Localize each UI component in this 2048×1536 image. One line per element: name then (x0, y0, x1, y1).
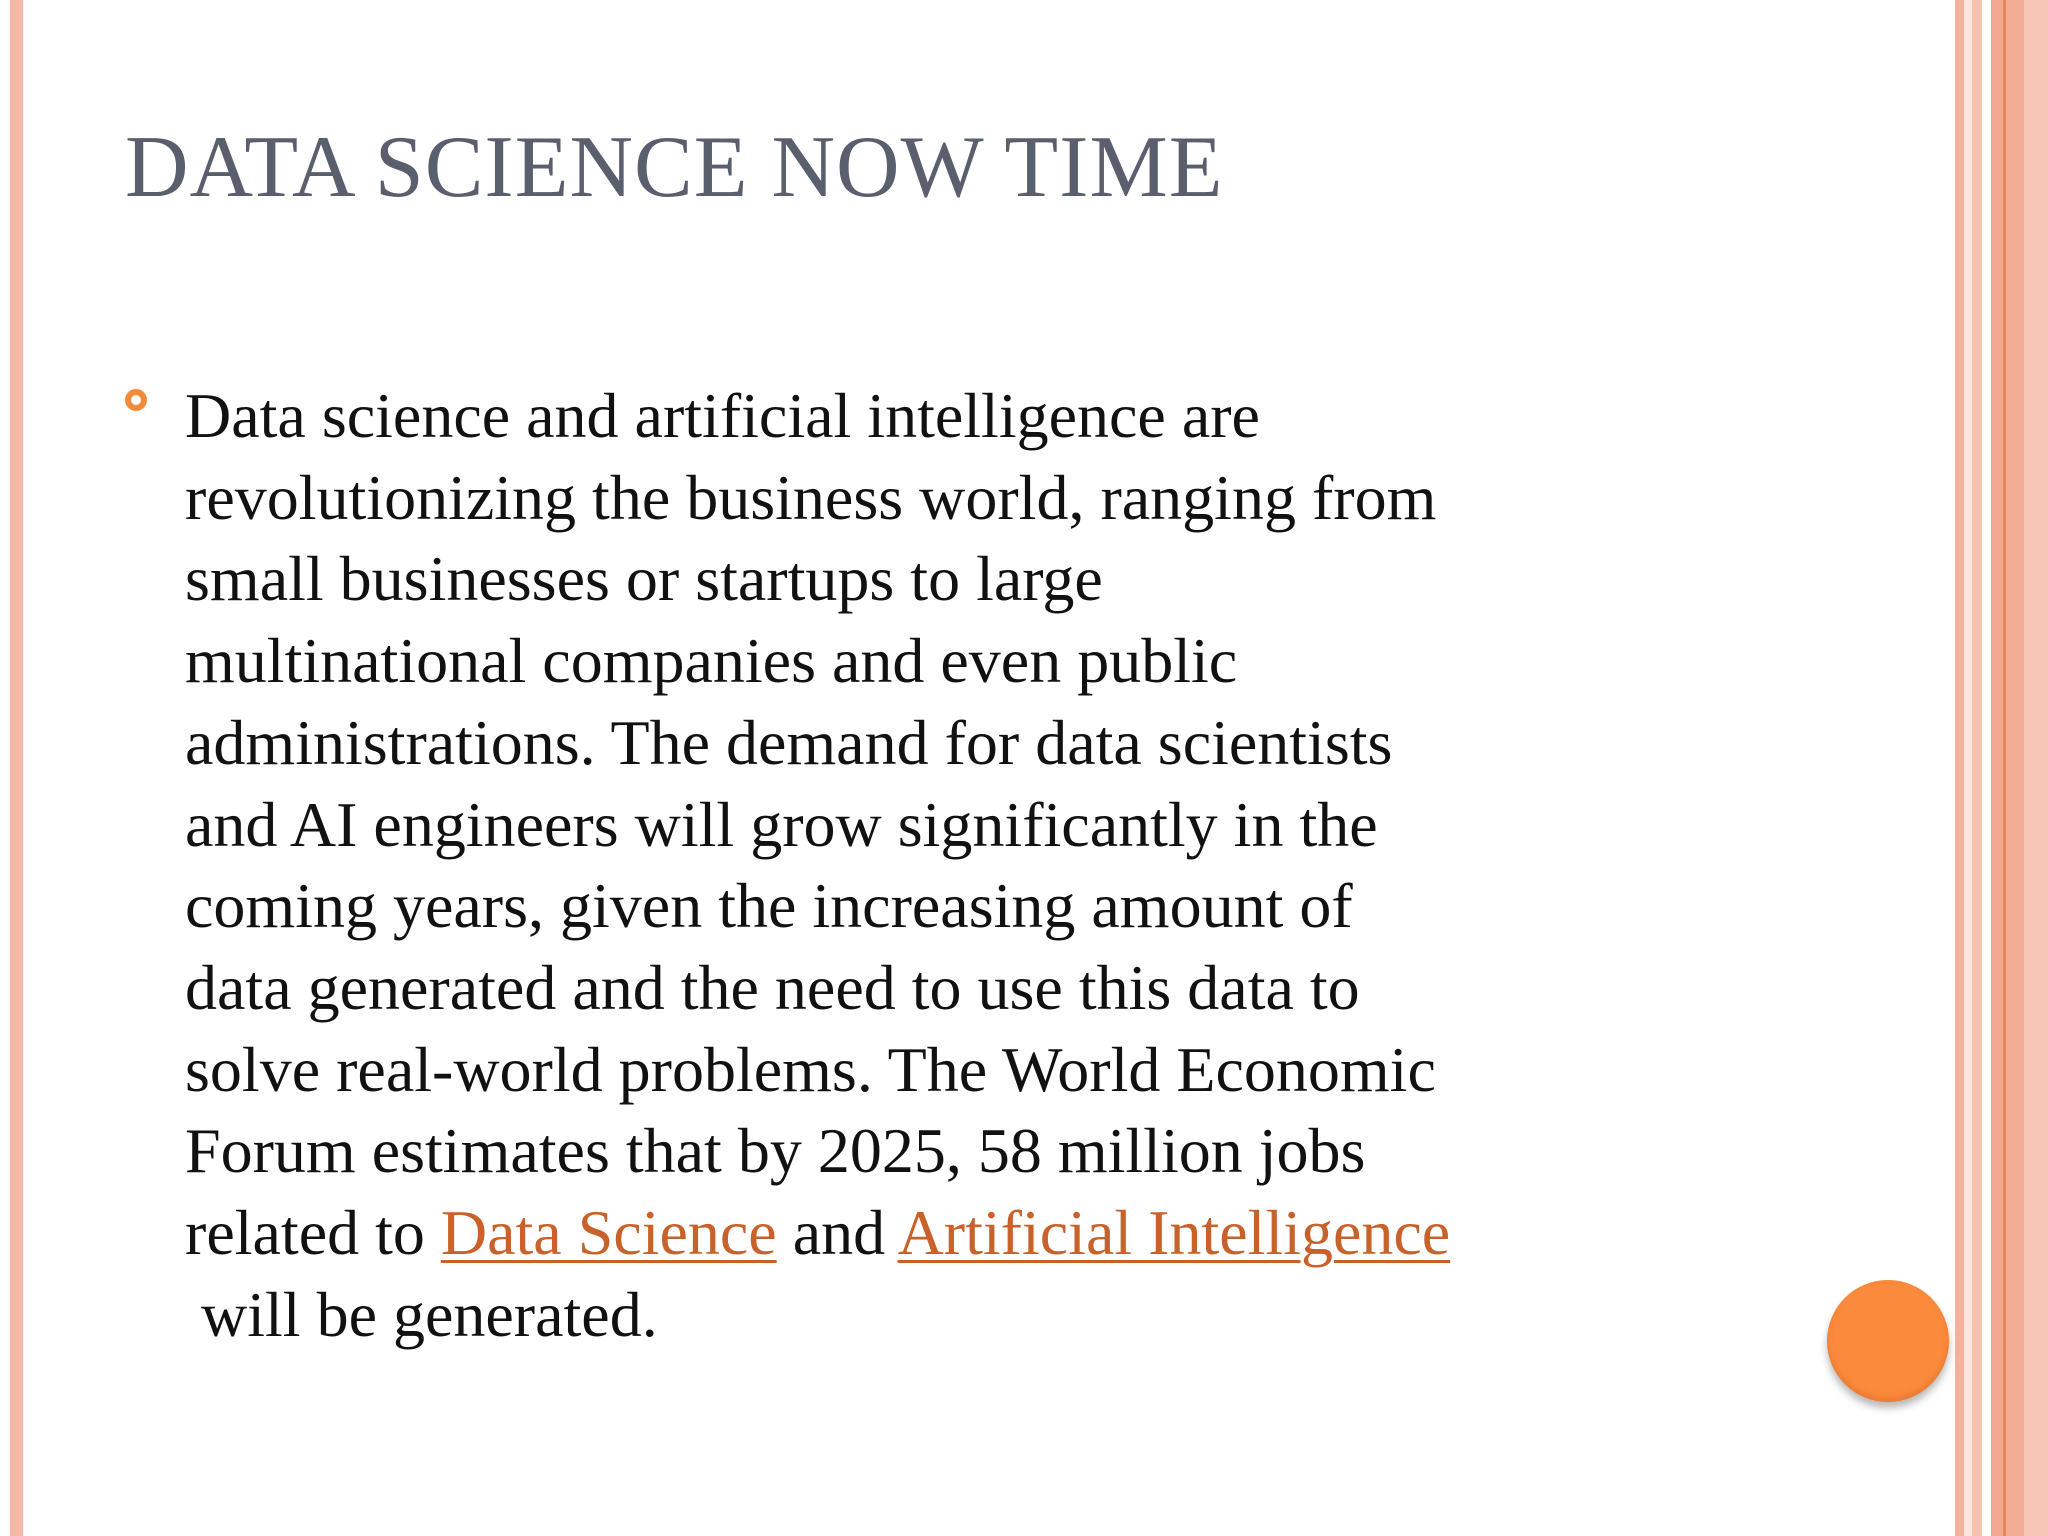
artificial-intelligence-link[interactable]: Artificial Intelligence (897, 1197, 1451, 1269)
right-decorative-band (1982, 0, 1991, 1536)
text-line: data generated and the need to use this data to (185, 951, 1360, 1023)
text-line: Data science and artificial intelligence are (185, 380, 1260, 451)
text-line: related to (185, 1197, 441, 1269)
ring-bullet-icon (125, 389, 147, 411)
right-decorative-band (1991, 0, 2003, 1536)
right-decorative-band (1955, 0, 1964, 1536)
bullet-text (185, 375, 1905, 1355)
text-line: and (776, 1197, 898, 1269)
text-line: revolutionizing the business world, ranging from (185, 461, 1437, 533)
text-line: and AI engineers will grow significantly in the (185, 788, 1378, 860)
next-slide-button[interactable] (1827, 1280, 1949, 1402)
right-decorative-band (2024, 0, 2048, 1536)
data-science-link[interactable]: Data Science (440, 1197, 777, 1269)
text-line: multinational companies and even public (185, 625, 1238, 697)
right-decorative-band (1972, 0, 1982, 1536)
text-line: Forum estimates that by 2025, 58 million jobs (185, 1115, 1366, 1187)
right-decorative-band (1964, 0, 1972, 1536)
right-decorative-band (2006, 0, 2024, 1536)
text-line: small businesses or startups to large (185, 543, 1103, 615)
slide-title: DATA SCIENCE NOW TIME (125, 119, 1224, 216)
text-line: solve real-world problems. The World Economic (185, 1033, 1436, 1105)
left-decorative-stripe (10, 0, 23, 1536)
text-line: will be generated. (185, 1278, 658, 1350)
text-line: coming years, given the increasing amount of (185, 870, 1353, 942)
text-line: administrations. The demand for data scientists (185, 706, 1393, 778)
